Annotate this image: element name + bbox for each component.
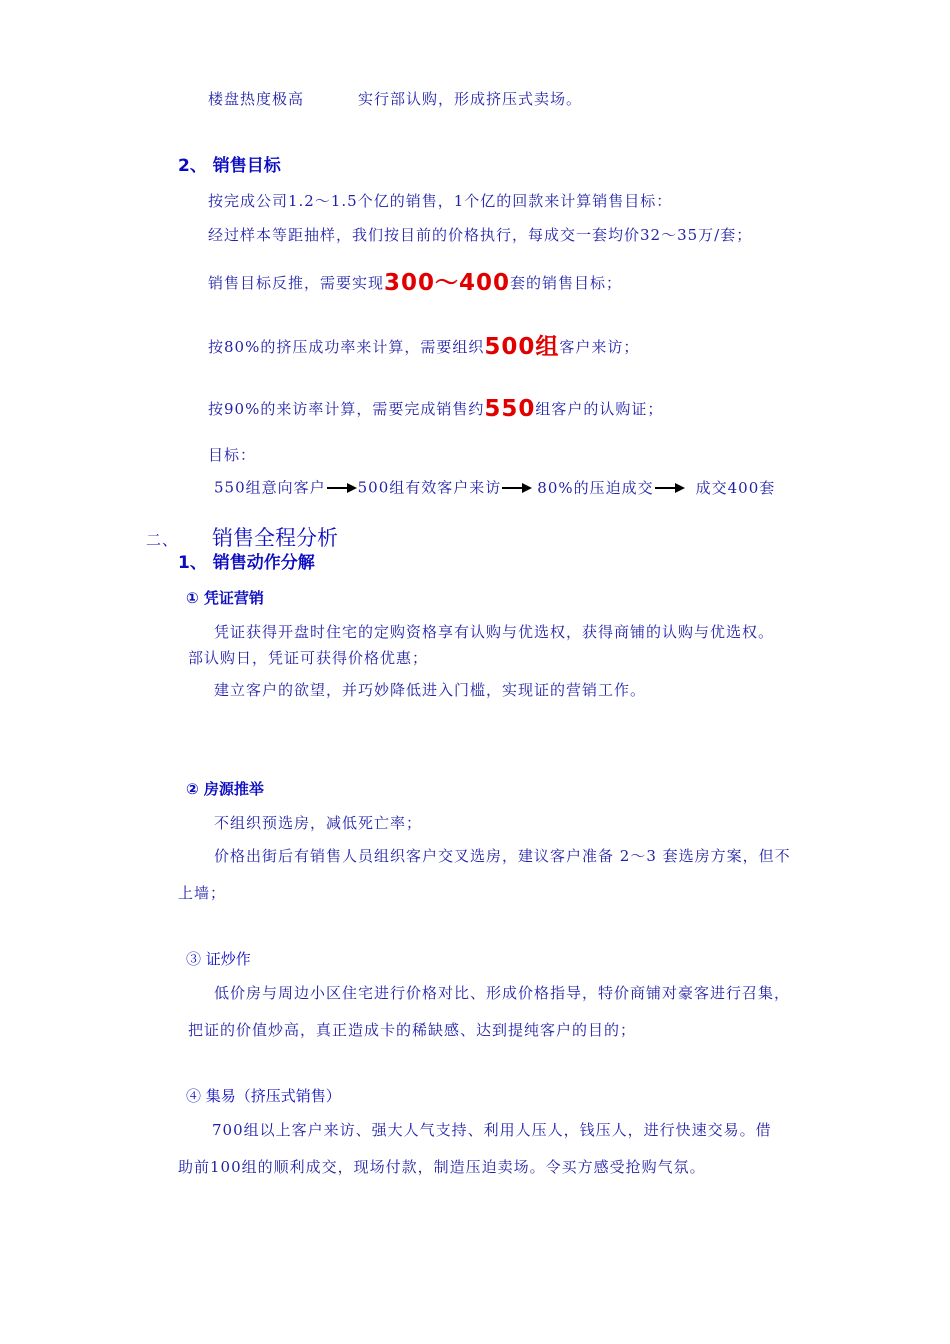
flow-step-1: 550组意向客户 [214, 478, 326, 497]
paragraph-5-post: 组客户的认购证； [535, 400, 664, 418]
flow-step-2: 500组有效客户来访 [357, 478, 502, 497]
item-4-paragraph-1: 700组以上客户来访、强大人气支持、利用人压人，钱压人，进行快速交易。借 [212, 1121, 772, 1139]
arrow-right-icon [327, 482, 357, 494]
part-2-number: 二、 [146, 531, 179, 549]
item-1-title: ① 凭证营销 [186, 589, 264, 607]
certificate-groups-highlight: 550 [484, 396, 536, 422]
item-1-paragraph-1-continued: 部认购日，凭证可获得价格优惠； [188, 649, 429, 667]
paragraph-4-pre: 按80%的挤压成功率来计算，需要组织 [208, 338, 485, 356]
hot-right-text: 实行部认购，形成挤压式卖场。 [358, 90, 583, 108]
item-4-title: ④ 集易（挤压式销售） [186, 1087, 341, 1105]
target-units-highlight: 300～400 [384, 270, 511, 296]
item-2-paragraph-2-continued: 上墙； [178, 884, 227, 902]
paragraph-2: 经过样本等距抽样，我们按目前的价格执行，每成交一套均价32～35万/套； [208, 226, 753, 244]
paragraph-3-pre: 销售目标反推，需要实现 [208, 274, 385, 292]
paragraph-3 [208, 272, 622, 295]
paragraph-5-pre: 按90%的来访率计算，需要完成销售约 [208, 400, 485, 418]
section-2-title: 2、 销售目标 [178, 156, 281, 176]
hot-left-text: 楼盘热度极高 [208, 90, 305, 108]
paragraph-5 [208, 398, 663, 421]
visit-groups-highlight: 500组 [484, 334, 560, 360]
item-1-paragraph-1: 凭证获得开盘时住宅的定购资格享有认购与优选权，获得商铺的认购与优选权。 [214, 623, 775, 641]
part-2-title: 销售全程分析 [212, 526, 338, 550]
flow-step-4: 成交400套 [695, 478, 776, 497]
item-2-title: ② 房源推举 [186, 780, 264, 798]
paragraph-4-post: 客户来访； [559, 338, 640, 356]
arrow-right-icon [655, 482, 685, 494]
flow-step-3: 80%的压迫成交 [537, 478, 654, 497]
goal-label: 目标： [208, 446, 257, 464]
item-3-title: ③ 证炒作 [186, 950, 251, 968]
goal-flow [214, 480, 775, 496]
item-3-paragraph-1: 低价房与周边小区住宅进行价格对比、形成价格指导，特价商铺对豪客进行召集， [214, 984, 791, 1002]
arrow-right-icon [502, 482, 532, 494]
subsection-1-title: 1、 销售动作分解 [178, 553, 315, 573]
item-3-paragraph-1-continued: 把证的价值炒高，真正造成卡的稀缺感、达到提纯客户的目的； [188, 1021, 637, 1039]
item-2-paragraph-2: 价格出街后有销售人员组织客户交叉选房，建议客户准备 2～3 套选房方案，但不 [214, 847, 791, 865]
paragraph-4 [208, 336, 639, 359]
item-2-paragraph-1: 不组织预选房，减低死亡率； [214, 814, 423, 832]
item-4-paragraph-1-continued: 助前100组的顺利成交，现场付款，制造压迫卖场。令买方感受抢购气氛。 [178, 1158, 706, 1176]
paragraph-1: 按完成公司1.2～1.5个亿的销售，1个亿的回款来计算销售目标： [208, 192, 673, 210]
item-1-paragraph-2: 建立客户的欲望，并巧妙降低进入门槛，实现证的营销工作。 [214, 681, 647, 699]
paragraph-3-post: 套的销售目标； [510, 274, 623, 292]
